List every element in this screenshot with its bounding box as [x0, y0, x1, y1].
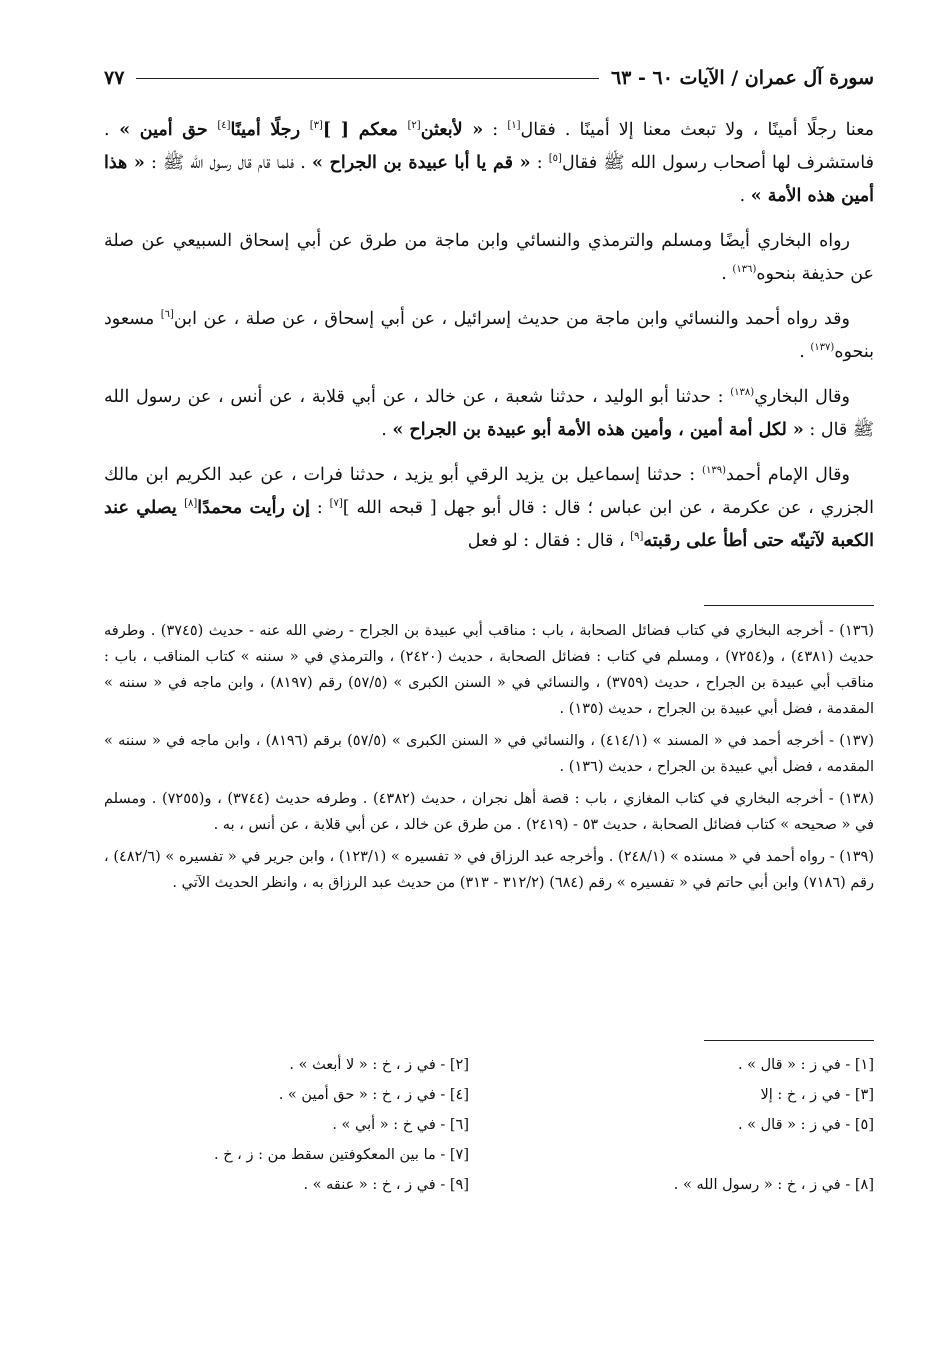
variant-note-empty	[509, 1142, 874, 1168]
footnote-137: (١٣٧) - أخرجه أحمد في « المسند » (٤١٤/١) ، والنسائي في « السنن الكبرى » (٥٧/٥) برقم (٨١٩٦) ، وابن ماجه في « سننه » المقدمه ، فضل أبي عبيدة بن الجراح ، حديث (١٣٦) .	[104, 733, 874, 775]
variant-note-9: [٩] - في ز ، خ : « عنقه » .	[303, 1177, 469, 1193]
variant-ref: [٣]	[309, 120, 323, 132]
text-run: وقال البخاري	[754, 387, 850, 407]
text-run: .	[381, 420, 393, 440]
page-number: ٧٧	[104, 67, 125, 89]
text-run: معنا رجلًا أمينًا ، ولا تبعث معنا إلا أمينًا . فقال	[520, 120, 875, 140]
variant-ref: [٢]	[407, 120, 421, 132]
variant-note-2: [٢] - في ز ، خ : « لا أبعث » .	[289, 1057, 469, 1073]
variant-note-3: [٣] - في ز ، خ : إلا	[760, 1087, 874, 1103]
variant-note-7: [٧] - ما بين المعكوفتين سقط من : ز ، خ .	[214, 1147, 469, 1163]
text-run: ، قال : فقال : لو فعل	[467, 531, 631, 551]
header-title: سورة آل عمران / الآيات ٦٠ - ٦٣	[610, 67, 874, 89]
main-text	[104, 114, 874, 570]
text-run: .	[721, 264, 733, 284]
paragraph-1	[104, 114, 874, 213]
paragraph-5	[104, 459, 874, 558]
hadith-quote: « هذا أمين هذه الأمة »	[104, 153, 874, 206]
text-run: . فاستشرف لها أصحاب رسول الله ﷺ فقال	[104, 120, 874, 173]
text-run: : حدثنا أبو الوليد ، حدثنا شعبة ، عن خالد ، عن أبي قلابة ، عن أنس ، عن رسول الله ﷺ قال :	[104, 387, 874, 440]
hadith-quote: إن رأيت محمدًا	[197, 498, 310, 518]
footnote-139: (١٣٩) - رواه أحمد في « مسنده » (٢٤٨/١) . وأخرجه عبد الرزاق في « تفسيره » (١٢٣/١) ، وابن جرير في « تفسيره » (٤٨٢/٦) ، رقم (٧١٨٦) وابن أبي حاتم في « تفسيره » رقم (٦٨٤) (٣١٢/٢ - ٣١٣) من حديث عبد الرزاق به ، وانظر الحديث الآتي .	[104, 849, 875, 891]
running-header	[104, 60, 874, 96]
variant-ref: [٩]	[630, 531, 644, 543]
footnote-ref: (١٣٧)	[810, 342, 835, 354]
footnote-separator	[704, 605, 874, 606]
variant-note-1: [١] - في ز : « قال » .	[737, 1057, 874, 1073]
hadith-quote: « قم يا أبا عبيدة بن الجراح »	[312, 153, 531, 173]
footnote-ref: (١٣٨)	[730, 387, 755, 399]
variant-ref: [٦]	[160, 309, 174, 321]
footnote-136: (١٣٦) - أخرجه البخاري في كتاب فضائل الصحابة ، باب : مناقب أبي عبيدة بن الجراح - رضي الله عنه - حديث (٣٧٤٥) . وطرفه حديث (٤٣٨١) ، و(٧٢٥٤) ، ومسلم في كتاب : فضائل الصحابة ، حديث (٢٤٢٠) ، والترمذي في « سننه » كتاب المناقب ، باب : مناقب أبي عبيدة بن الجراح ، حديث (٣٧٥٩) ، والنسائي في « السنن الكبرى » (٥٧/٥) رقم (٨١٩٧) ، وابن ماجه في « سننه » المقدمة ، فضل أبي عبيدة بن الجراح ، حديث (١٣٥) .	[104, 623, 875, 717]
variants-separator	[704, 1040, 874, 1041]
footnote-138: (١٣٨) - أخرجه البخاري في كتاب المغازي ، باب : قصة أهل نجران ، حديث (٤٣٨٢) . وطرفه حديث (٣٧٤٤) ، و(٧٢٥٥) . ومسلم في « صحيحه » كتاب فضائل الصحابة ، حديث ٥٣ - (٢٤١٩) . من طرق عن خالد ، عن أبي قلابة ، عن أنس ، به .	[104, 791, 874, 833]
hadith-quote: رجلًا أمينًا	[230, 120, 310, 140]
hadith-quote: يصلي عند الكعبة لآتينّه حتى أطأ على رقبته	[104, 498, 874, 551]
text-run: رواه البخاري أيضًا ومسلم والترمذي والنسائي وابن ماجة من طرق عن أبي إسحاق السبيعي عن صلة عن حذيفة بنحوه	[104, 231, 874, 284]
variant-note-4: [٤] - في ز ، خ : « حق أمين » .	[278, 1087, 469, 1103]
variant-ref: [٥]	[548, 153, 562, 165]
text-run: .	[739, 186, 751, 206]
hadith-quote: حق أمين »	[109, 120, 218, 140]
header-rule	[136, 78, 599, 79]
variant-note-6: [٦] - في خ : « أبي » .	[332, 1117, 469, 1133]
text-run: :	[530, 153, 549, 173]
variant-note-8: [٨] - في ز ، خ : « رسول الله » .	[673, 1177, 874, 1193]
text-run: مسعود بنحوه	[104, 309, 874, 362]
text-run: : حدثنا إسماعيل بن يزيد الرقي أبو يزيد ، حدثنا فرات ، عن عبد الكريم ابن مالك الجزري ، عن عكرمة ، عن ابن عباس ؛ قال : قال أبو جهل [ قبحه الله ]	[104, 465, 874, 518]
paragraph-4	[104, 381, 874, 447]
manuscript-variants	[104, 1052, 874, 1198]
text-run: وقد رواه أحمد والنسائي وابن ماجة من حديث إسرائيل ، عن أبي إسحاق ، عن صلة ، عن ابن	[173, 309, 850, 329]
text-run: . فلما قام قال رسول الله ﷺ :	[144, 153, 312, 173]
text-run: :	[483, 120, 508, 140]
footnote-ref: (١٣٩)	[702, 465, 726, 477]
variant-ref: [٧]	[329, 498, 343, 510]
paragraph-2	[104, 225, 874, 291]
text-run: :	[309, 498, 330, 518]
paragraph-3	[104, 303, 874, 369]
hadith-quote: « لكل أمة أمين ، وأمين هذه الأمة أبو عبيدة بن الجراح »	[392, 420, 804, 440]
variant-ref: [١]	[507, 120, 521, 132]
variant-note-5: [٥] - في ز : « قال » .	[737, 1117, 874, 1133]
text-run: .	[799, 342, 811, 362]
footnote-ref: (١٣٦)	[732, 264, 757, 276]
hadith-quote: « لأبعثن	[420, 120, 484, 140]
variant-ref: [٤]	[217, 120, 231, 132]
text-run: وقال الإمام أحمد	[725, 465, 850, 485]
footnotes	[104, 618, 874, 902]
variant-ref: [٨]	[184, 498, 198, 510]
hadith-quote: معكم [ ]	[322, 120, 408, 140]
